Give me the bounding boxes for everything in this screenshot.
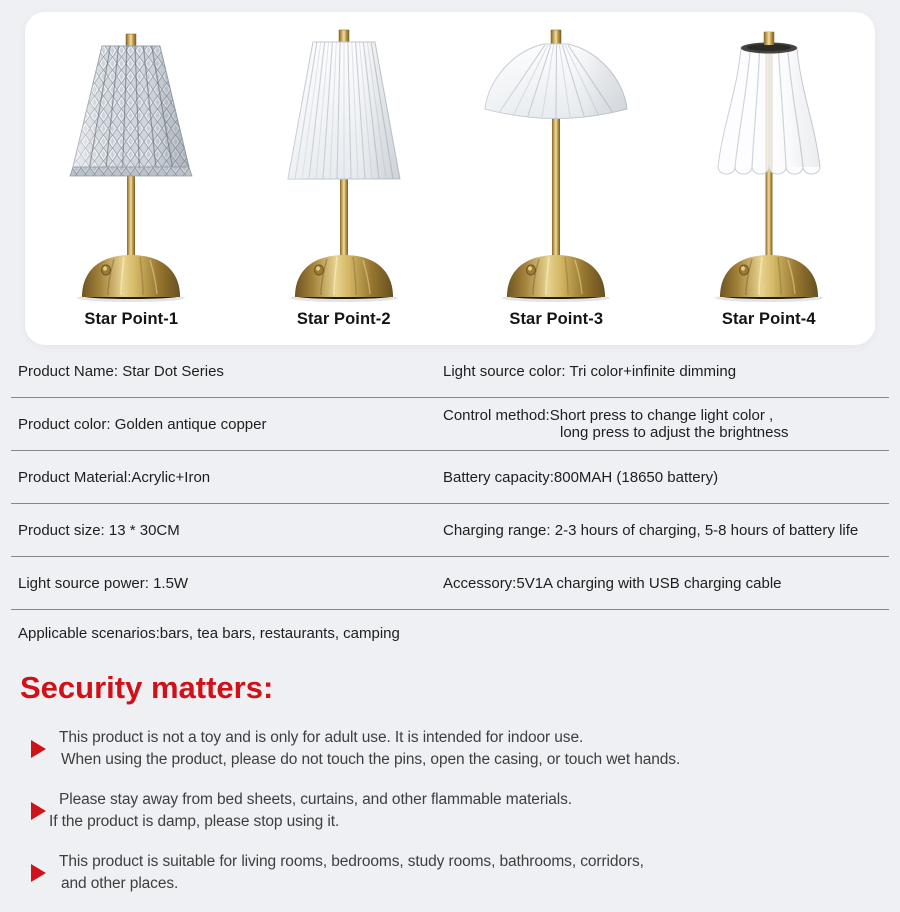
lamp-image-crystal-shade xyxy=(36,18,226,306)
warning-line: If the product is damp, please stop using it. xyxy=(49,812,340,830)
spec-control-method xyxy=(443,407,889,441)
product-gallery-card xyxy=(25,12,875,345)
lamp-figure-3 xyxy=(452,18,660,329)
spec-control-method-line2: long press to adjust the brightness xyxy=(560,424,789,441)
warning-triangle-icon xyxy=(31,740,46,758)
spec-product-color: Product color: Golden antique copper xyxy=(18,415,267,433)
warning-item xyxy=(31,727,900,770)
spec-light-source-power: Light source power: 1.5W xyxy=(18,574,189,592)
warning-triangle-icon xyxy=(31,802,46,820)
warning-item xyxy=(31,851,900,894)
spec-product-name: Product Name: Star Dot Series xyxy=(18,362,224,380)
spec-row-name xyxy=(11,345,889,398)
warning-line: and other places. xyxy=(61,874,179,892)
lamp-caption-3: Star Point-3 xyxy=(509,310,604,328)
lamp-image-dome-shade xyxy=(461,18,651,306)
spec-product-size: Product size: 13 * 30CM xyxy=(18,521,180,539)
warning-line: Please stay away from bed sheets, curtains, and other flammable materials. xyxy=(59,791,572,808)
lamp-image-bell-shade xyxy=(674,18,864,306)
spec-row-color xyxy=(11,398,889,451)
spec-applicable-scenarios: Applicable scenarios:bars, tea bars, restaurants, camping xyxy=(18,624,400,642)
security-heading: Security matters: xyxy=(20,670,274,705)
warning-text xyxy=(49,789,572,832)
spec-charging-range: Charging range: 2-3 hours of charging, 5-8 hours of battery life xyxy=(443,521,859,539)
spec-control-method-line1: Control method:Short press to change light color , xyxy=(443,407,774,424)
lamp-figure-2 xyxy=(240,18,448,329)
lamp-figure-1 xyxy=(27,18,235,329)
spec-row-size xyxy=(11,504,889,557)
spec-table xyxy=(11,345,889,610)
spec-accessory: Accessory:5V1A charging with USB charging cable xyxy=(443,574,782,592)
spec-light-source-color: Light source color: Tri color+infinite dimming xyxy=(443,362,737,380)
warning-item xyxy=(31,789,900,832)
lamp-caption-4: Star Point-4 xyxy=(721,310,816,328)
lamp-figure-4 xyxy=(665,18,873,329)
lamp-image-pleated-shade xyxy=(249,18,439,306)
warning-text xyxy=(59,727,680,770)
spec-row-material xyxy=(11,451,889,504)
warning-triangle-icon xyxy=(31,864,46,882)
spec-product-material: Product Material:Acrylic+Iron xyxy=(18,468,211,486)
spec-row-power xyxy=(11,557,889,610)
warning-line: When using the product, please do not touch the pins, open the casing, or touch wet hands. xyxy=(61,750,681,768)
warning-text xyxy=(59,851,644,894)
lamp-caption-2: Star Point-2 xyxy=(296,310,391,328)
warning-line: This product is not a toy and is only for adult use. It is intended for indoor use. xyxy=(59,729,584,746)
warning-line: This product is suitable for living rooms, bedrooms, study rooms, bathrooms, corridors, xyxy=(59,853,644,870)
lamp-caption-1: Star Point-1 xyxy=(84,310,179,328)
security-warnings xyxy=(0,727,900,894)
spec-battery-capacity: Battery capacity:800MAH (18650 battery) xyxy=(443,468,719,486)
